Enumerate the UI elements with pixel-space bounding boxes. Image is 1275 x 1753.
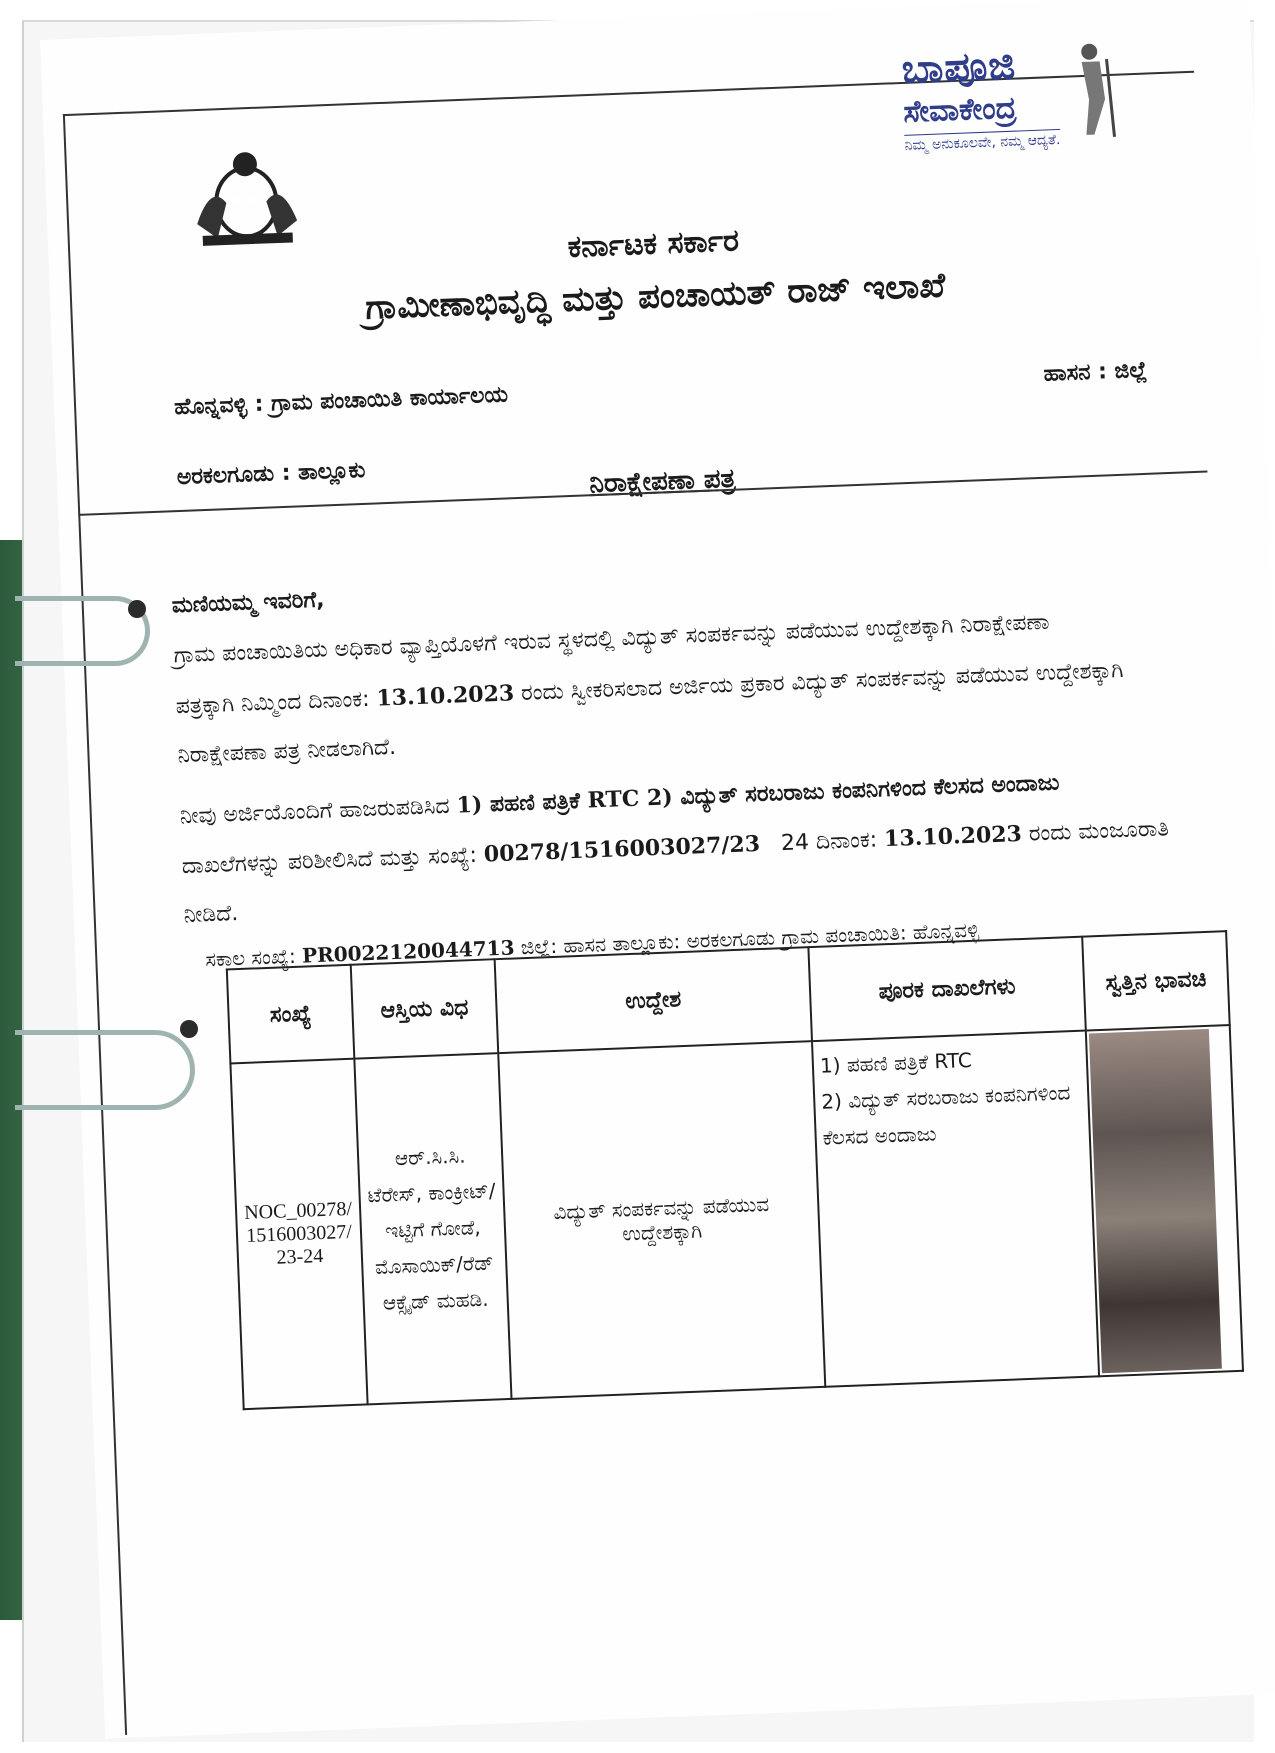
salutation: ಮಣಿಯಮ್ಮ ಇವರಿಗೆ, bbox=[171, 587, 326, 619]
col-purpose: ಉದ್ದೇಶ bbox=[495, 947, 812, 1053]
punch-hole-bottom bbox=[180, 1020, 198, 1038]
paragraph-2-line-1: ನೀವು ಅರ್ಜಿಯೊಂದಿಗೆ ಹಾಜರುಪಡಿಸಿದ 1) ಪಹಣಿ ಪತ್ರಿಕೆ RTC 2) ವಿದ್ಯುತ್ ಸರಬರಾಜು ಕಂಪನಿಗಳಿಂದ ಕೆಲಸದ ಅಂದಾಜು bbox=[179, 769, 1060, 830]
punch-hole-top bbox=[128, 600, 146, 618]
logo-tagline: ನಿಮ್ಮ ಅನುಕೂಲವೇ, ನಮ್ಮ ಆದ್ಯತೆ. bbox=[904, 129, 1060, 154]
district-label: ಹಾಸನ : ಜಿಲ್ಲೆ bbox=[1043, 357, 1148, 387]
noc-document-page bbox=[40, 0, 1275, 1739]
government-title: ಕರ್ನಾಟಕ ಸರ್ಕಾರ bbox=[567, 223, 740, 265]
noc-id-cell: NOC_00278/1516003027/23-24 bbox=[230, 1059, 367, 1410]
logo-line-2: ಸೇವಾಕೇಂದ್ರ bbox=[902, 90, 1017, 130]
approval-date: 13.10.2023 bbox=[883, 820, 1023, 853]
logo-line-1: ಬಾಪೂಜಿ bbox=[900, 42, 1017, 93]
paragraph-1-line-2: ಪತ್ರಕ್ಕಾಗಿ ನಿಮ್ಮಿಂದ ದಿನಾಂಕ: 13.10.2023 ರಂದು ಸ್ವೀಕರಿಸಲಾದ ಅರ್ಜಿಯ ಪ್ರಕಾರ ವಿದ್ಯುತ್ ಸಂಪರ್ಕವನ್ನು ಪಡೆಯುವ ಉದ್ದೇಶಕ್ಕಾಗಿ bbox=[175, 657, 1124, 720]
state-emblem-icon bbox=[174, 140, 318, 255]
submitted-documents: 1) ಪಹಣಿ ಪತ್ರಿಕೆ RTC 2) ವಿದ್ಯುತ್ ಸರಬರಾಜು ಕಂಪನಿಗಳಿಂದ ಕೆಲಸದ ಅಂದಾಜು bbox=[456, 769, 1060, 819]
panchayat-office: ಹೊನ್ನವಳ್ಳಿ : ಗ್ರಾಮ ಪಂಚಾಯಿತಿ ಕಾರ್ಯಾಲಯ bbox=[173, 382, 509, 421]
purpose-cell: ವಿದ್ಯುತ್ ಸಂಪರ್ಕವನ್ನು ಪಡೆಯುವ ಉದ್ದೇಶಕ್ಕಾಗಿ bbox=[498, 1041, 825, 1399]
taluk-label: ಅರಕಲಗೂಡು : ತಾಲ್ಲೂಕು bbox=[176, 457, 366, 491]
documents-cell bbox=[812, 1031, 1099, 1387]
property-photo bbox=[1089, 1029, 1222, 1373]
col-property-type: ಆಸ್ತಿಯ ವಿಧ bbox=[351, 959, 499, 1058]
table-row bbox=[230, 1025, 1243, 1409]
paragraph-1-line-1: ಗ್ರಾಮ ಪಂಚಾಯಿತಿಯ ಅಧಿಕಾರ ವ್ಯಾಪ್ತಿಯೊಳಗೆ ಇರುವ ಸ್ಥಳದಲ್ಲಿ ವಿದ್ಯುತ್ ಸಂಪರ್ಕವನ್ನು ಪಡೆಯುವ ಉದ್ದೇಶಕ್ಕಾಗಿ ನಿರಾಕ್ಷೇಪಣಾ bbox=[173, 609, 1050, 669]
application-date: 13.10.2023 bbox=[375, 680, 515, 712]
noc-number: 00278/1516003027/23 bbox=[483, 830, 761, 868]
property-type-cell: ಆರ್.ಸಿ.ಸಿ. ಟೆರೇಸ್, ಕಾಂಕ್ರೀಟ್/ಇಟ್ಟಿಗೆ ಗೋಡೆ, ಮೊಸಾಯಿಕ್/ರೆಡ್ ಆಕ್ಸೈಡ್ ಮಹಡಿ. bbox=[354, 1053, 511, 1404]
paragraph-1-line-3: ನಿರಾಕ್ಷೇಪಣಾ ಪತ್ರ ನೀಡಲಾಗಿದೆ. bbox=[177, 734, 397, 769]
col-property-photo: ಸ್ವತ್ತಿನ ಭಾವಚಿ bbox=[1082, 931, 1230, 1030]
gandhi-figure-icon bbox=[1061, 39, 1125, 141]
sakala-line: ಸಕಾಲ ಸಂಖ್ಯೆ: PR0022120044713 ಜಿಲ್ಲೆ: ಹಾಸನ ತಾಲ್ಲೂಕು: ಅರಕಲಗೂಡು ಗ್ರಾಮ ಪಂಚಾಯಿತಿ: ಹೊನ್ನವಳ್ಳಿ bbox=[204, 917, 980, 972]
document-title: ನಿರಾಕ್ಷೇಪಣಾ ಪತ್ರ bbox=[588, 463, 736, 500]
binder-ring-bottom bbox=[15, 1030, 195, 1110]
col-number: ಸಂಖ್ಯೆ bbox=[227, 965, 355, 1064]
department-title: ಗ್ರಾಮೀಣಾಭಿವೃದ್ಧಿ ಮತ್ತು ಪಂಚಾಯತ್ ರಾಜ್ ಇಲಾಖೆ bbox=[364, 265, 946, 328]
col-documents: ಪೂರಕ ದಾಖಲೆಗಳು bbox=[808, 937, 1085, 1041]
noc-details-table bbox=[226, 930, 1244, 1410]
photo-cell bbox=[1086, 1025, 1243, 1376]
paragraph-2-line-3: ನೀಡಿದೆ. bbox=[183, 901, 239, 929]
bapuji-seva-kendra-logo bbox=[901, 38, 1135, 157]
paragraph-2-line-2: ದಾಖಲೆಗಳನ್ನು ಪರಿಶೀಲಿಸಿದೆ ಮತ್ತು ಸಂಖ್ಯೆ: 00278/1516003027/23 24 ದಿನಾಂಕ: 13.10.2023 ರಂದು ಮಂಜೂರಾತಿ bbox=[181, 816, 1170, 880]
document-item: 2) ವಿದ್ಯುತ್ ಸರಬರಾಜು ಕಂಪನಿಗಳಿಂದ ಕೆಲಸದ ಅಂದಾಜು bbox=[820, 1080, 1071, 1150]
sakala-number: PR0022120044713 bbox=[301, 935, 515, 968]
document-item: 1) ಪಹಣಿ ಪತ್ರಿಕೆ RTC bbox=[819, 1047, 973, 1078]
